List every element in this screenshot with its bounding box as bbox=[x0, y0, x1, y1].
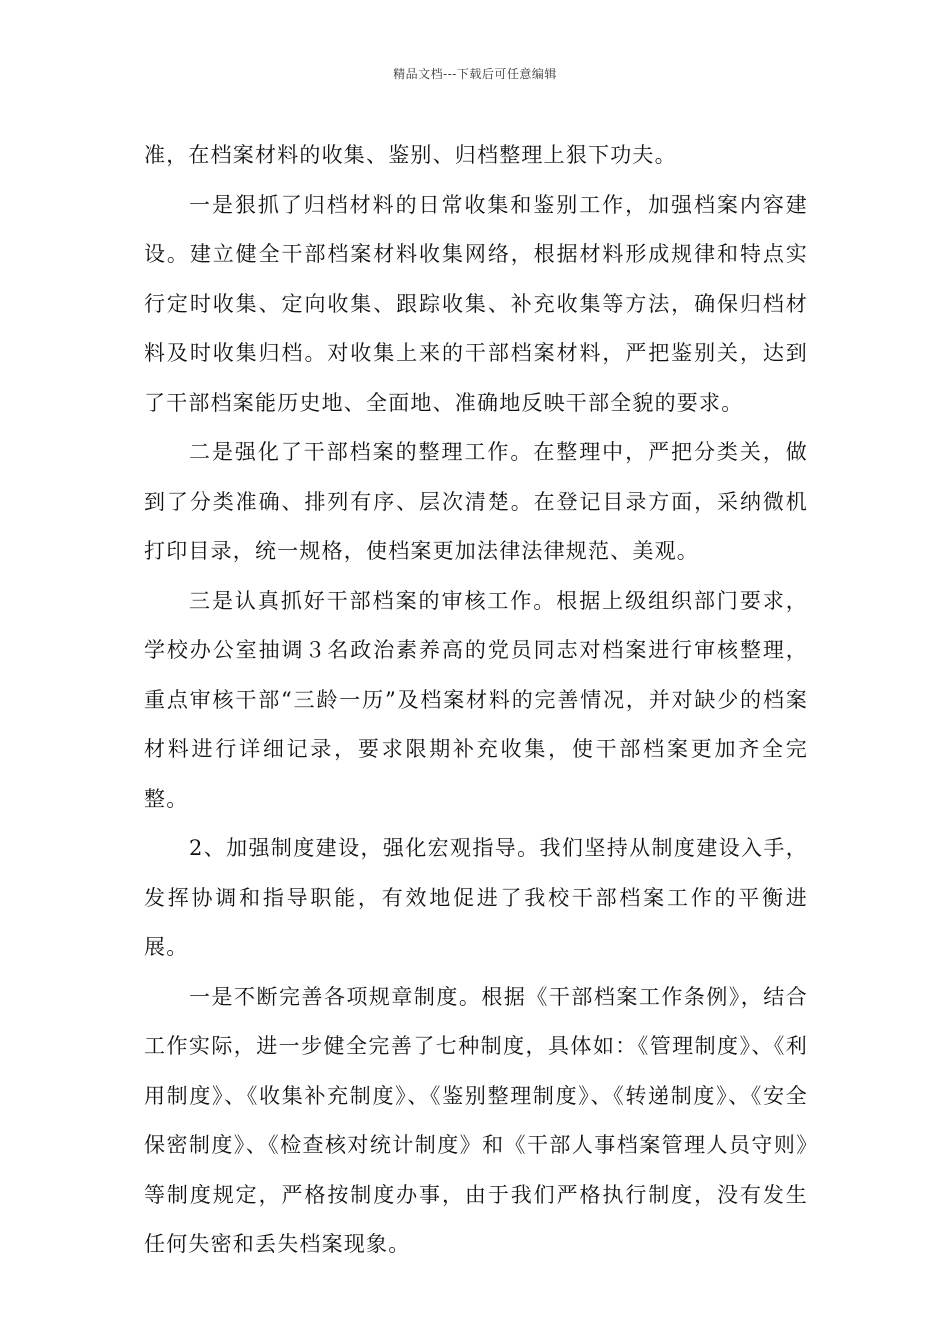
paragraph-review-work: 三是认真抓好干部档案的审核工作。根据上级组织部门要求，学校办公室抽调３名政治素养高的党员同志对档案进行审核整理，重点审核干部“三龄一历”及档案材料的完善情况，并对缺少的档案材料进行详细记录，要求限期补充收集，使干部档案更加齐全完整。 bbox=[144, 588, 808, 811]
paragraph-rules-improvement: 一是不断完善各项规章制度。根据《干部档案工作条例》，结合工作实际，进一步健全完善了七种制度，具体如：《管理制度》、《利用制度》、《收集补充制度》、《鉴别整理制度》、《转递制度》、《安全保密制度》、《检查核对统计制度》和《干部人事档案管理人员守则》等制度规定，严格按制度办事，由于我们严格执行制度，没有发生任何失密和丢失档案现象。 bbox=[144, 984, 808, 1256]
paragraph-organization-work: 二是强化了干部档案的整理工作。在整理中，严把分类关，做到了分类准确、排列有序、层次清楚。在登记目录方面，采纳微机打印目录，统一规格，使档案更加法律法律规范、美观。 bbox=[144, 440, 808, 563]
page-header: 精品文档---下载后可任意编辑 bbox=[393, 67, 557, 81]
paragraph-collection-identification: 一是狠抓了归档材料的日常收集和鉴别工作，加强档案内容建设。建立健全干部档案材料收集网络，根据材料形成规律和特点实行定时收集、定向收集、跟踪收集、补充收集等方法，确保归档材料及时收集归档。对收集上来的干部档案材料，严把鉴别关，达到了干部档案能历史地、全面地、准确地反映干部全貌的要求。 bbox=[144, 192, 808, 415]
document-body bbox=[144, 131, 808, 1270]
paragraph-continuation: 准，在档案材料的收集、鉴别、归档整理上狠下功夫。 bbox=[144, 143, 677, 167]
paragraph-system-building: 2、加强制度建设，强化宏观指导。我们坚持从制度建设入手，发挥协调和指导职能，有效地促进了我校干部档案工作的平衡进展。 bbox=[144, 836, 808, 959]
